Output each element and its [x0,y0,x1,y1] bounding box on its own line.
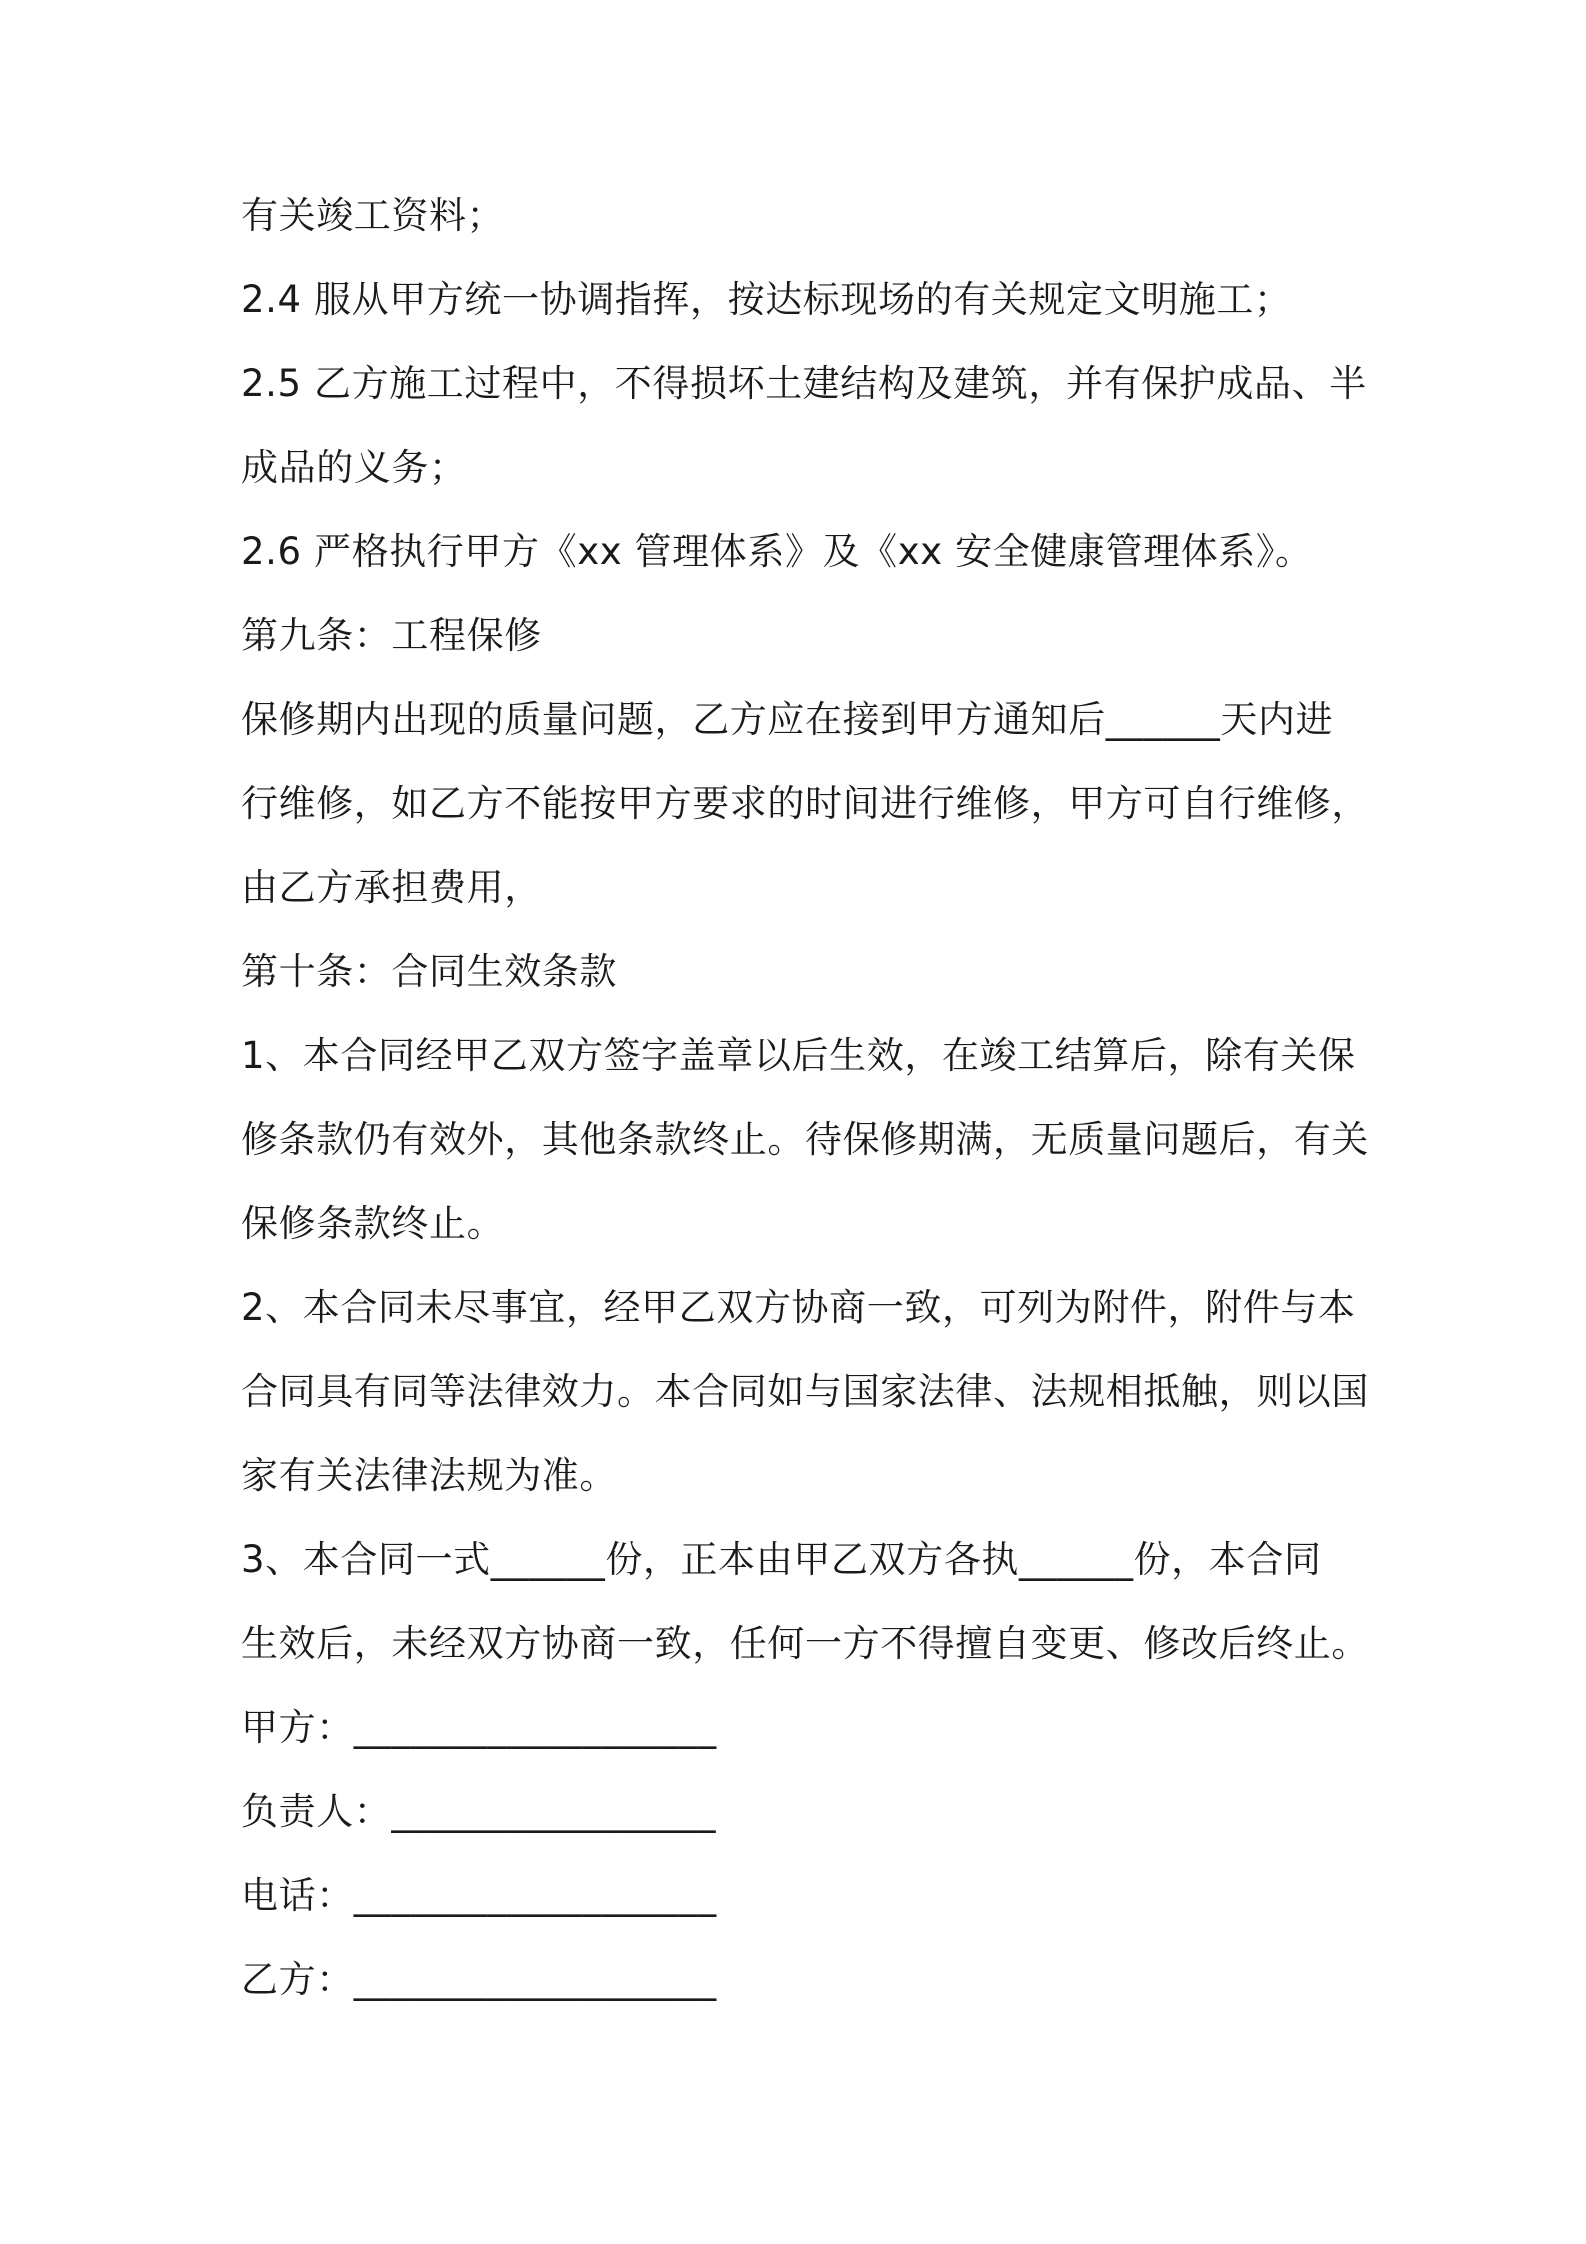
party-b-signature-field: 乙方：___________________ [241,1958,717,2001]
text-line: 成品的义务； [241,446,467,489]
article-9-body: 保修期内出现的质量问题，乙方应在接到甲方通知后______天内进 [241,698,1334,741]
clause-2-4: 2.4 服从甲方统一协调指挥，按达标现场的有关规定文明施工； [241,278,1292,321]
clause-2-5: 2.5 乙方施工过程中，不得损坏土建结构及建筑，并有保护成品、半 [241,362,1367,405]
text-line: 修条款仍有效外，其他条款终止。待保修期满，无质量问题后，有关 [241,1118,1369,1161]
party-a-signature-field: 甲方：___________________ [241,1706,717,1749]
article-10-heading: 第十条：合同生效条款 [241,950,617,993]
text-line: 有关竣工资料； [241,194,505,237]
clause-2-6: 2.6 严格执行甲方《xx 管理体系》及《xx 安全健康管理体系》。 [241,530,1313,573]
text-line: 行维修，如乙方不能按甲方要求的时间进行维修，甲方可自行维修， [241,782,1369,825]
article-9-heading: 第九条：工程保修 [241,614,542,657]
responsible-person-field: 负责人：_________________ [241,1790,717,1833]
article-10-item-2: 2、本合同未尽事宜，经甲乙双方协商一致，可列为附件，附件与本 [241,1286,1356,1329]
article-10-item-1: 1、本合同经甲乙双方签字盖章以后生效，在竣工结算后，除有关保 [241,1034,1356,1077]
article-10-item-3: 3、本合同一式______份，正本由甲乙双方各执______份，本合同 [241,1538,1322,1581]
text-line: 家有关法律法规为准。 [241,1454,617,1497]
phone-field: 电话：___________________ [241,1874,717,1917]
text-line: 保修条款终止。 [241,1202,505,1245]
text-line: 由乙方承担费用， [241,866,542,909]
text-line: 合同具有同等法律效力。本合同如与国家法律、法规相抵触，则以国 [241,1370,1369,1413]
text-line: 生效后，未经双方协商一致，任何一方不得擅自变更、修改后终止。 [241,1622,1369,1665]
